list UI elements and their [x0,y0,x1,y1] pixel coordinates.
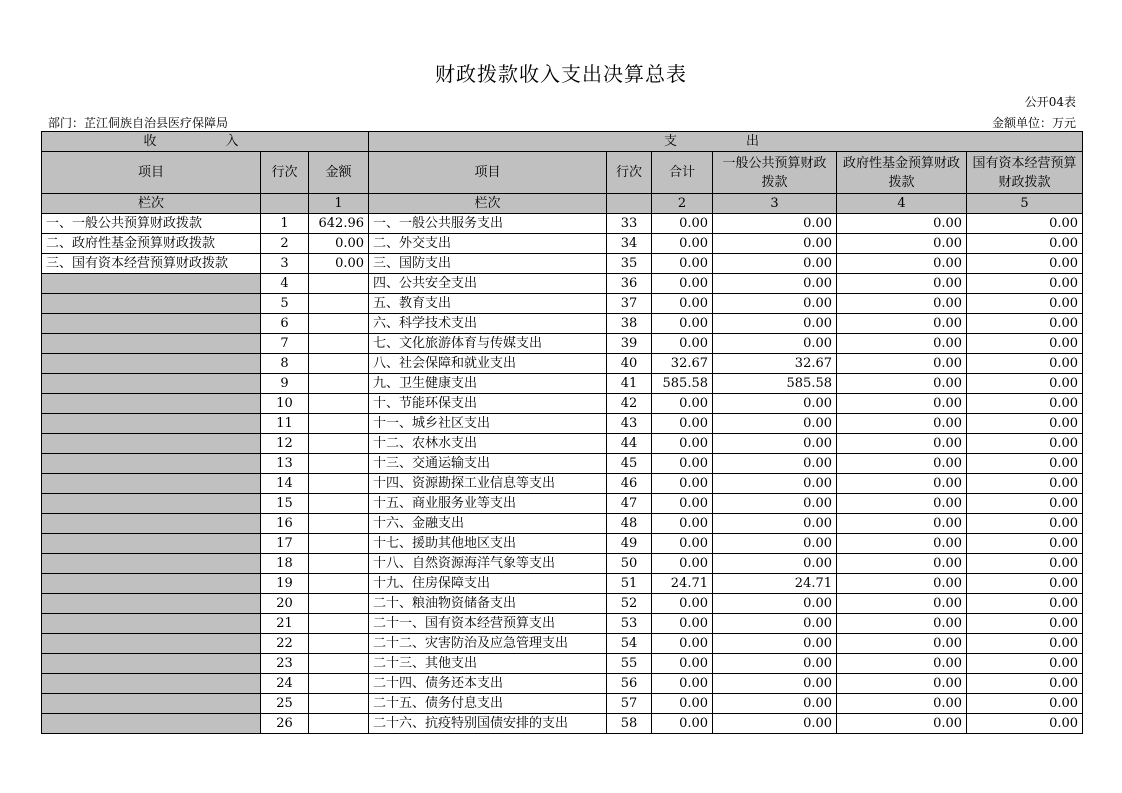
general-budget-cell: 0.00 [713,214,837,234]
total-cell: 24.71 [652,574,713,594]
general-budget-cell: 0.00 [713,494,837,514]
general-budget-cell: 0.00 [713,674,837,694]
total-cell: 0.00 [652,634,713,654]
expense-row-no-cell: 40 [607,354,652,374]
income-amount-cell [309,594,369,614]
income-item-cell: 三、国有资本经营预算财政拨款 [42,254,261,274]
gov-fund-cell: 0.00 [837,254,967,274]
income-item-cell [42,514,261,534]
gov-fund-cell: 0.00 [837,454,967,474]
table-row [42,694,1083,714]
expense-item-cell: 十四、资源勘探工业信息等支出 [369,474,607,494]
gov-fund-cell: 0.00 [837,714,967,734]
total-cell: 0.00 [652,414,713,434]
income-item-cell [42,374,261,394]
expense-row-no-cell: 39 [607,334,652,354]
expense-row-no-cell: 45 [607,454,652,474]
col-index-1: 1 [309,194,369,214]
gov-fund-cell: 0.00 [837,394,967,414]
gov-fund-cell: 0.00 [837,294,967,314]
income-row-no-cell: 10 [261,394,309,414]
expense-item-cell: 十六、金融支出 [369,514,607,534]
income-item-cell [42,354,261,374]
table-row [42,294,1083,314]
general-budget-cell: 0.00 [713,414,837,434]
general-budget-cell: 0.00 [713,394,837,414]
gov-fund-cell: 0.00 [837,534,967,554]
total-cell: 0.00 [652,554,713,574]
general-budget-cell: 0.00 [713,534,837,554]
income-amount-cell [309,694,369,714]
col-index-label-expense: 栏次 [369,194,607,214]
expense-row-no-cell: 54 [607,634,652,654]
table-row [42,534,1083,554]
expense-row-no-cell: 38 [607,314,652,334]
state-capital-cell: 0.00 [967,534,1083,554]
table-row [42,374,1083,394]
state-capital-cell: 0.00 [967,254,1083,274]
total-cell: 0.00 [652,314,713,334]
general-budget-cell: 0.00 [713,474,837,494]
income-row-no-cell: 16 [261,514,309,534]
total-cell: 0.00 [652,434,713,454]
total-cell: 0.00 [652,514,713,534]
income-item-cell [42,494,261,514]
income-row-no-cell: 25 [261,694,309,714]
expense-item-cell: 二十二、灾害防治及应急管理支出 [369,634,607,654]
state-capital-cell: 0.00 [967,494,1083,514]
general-budget-cell: 0.00 [713,714,837,734]
state-capital-cell: 0.00 [967,454,1083,474]
income-amount-cell [309,474,369,494]
table-row [42,714,1083,734]
expense-item-cell: 九、卫生健康支出 [369,374,607,394]
gov-fund-cell: 0.00 [837,494,967,514]
gov-fund-cell: 0.00 [837,374,967,394]
income-item-cell [42,554,261,574]
expense-row-no-cell: 46 [607,474,652,494]
table-row [42,434,1083,454]
expense-item-cell: 三、国防支出 [369,254,607,274]
income-amount-cell [309,314,369,334]
expense-item-cell: 二、外交支出 [369,234,607,254]
general-budget-cell: 0.00 [713,454,837,474]
expense-item-cell: 二十一、国有资本经营预算支出 [369,614,607,634]
column-index-row [42,194,1083,214]
total-cell: 0.00 [652,694,713,714]
income-amount-cell [309,574,369,594]
income-amount-cell [309,454,369,474]
income-item-cell [42,714,261,734]
state-capital-cell: 0.00 [967,354,1083,374]
expense-item-cell: 一、一般公共服务支出 [369,214,607,234]
state-capital-cell: 0.00 [967,314,1083,334]
expense-item-cell: 二十三、其他支出 [369,654,607,674]
col-index-blank-expense [607,194,652,214]
income-amount-cell [309,414,369,434]
col-header-general-budget: 一般公共预算财政拨款 [713,152,837,194]
total-cell: 32.67 [652,354,713,374]
col-header-expense-row-no: 行次 [607,152,652,194]
state-capital-cell: 0.00 [967,614,1083,634]
general-budget-cell: 0.00 [713,234,837,254]
table-row [42,274,1083,294]
general-budget-cell: 0.00 [713,254,837,274]
col-index-blank [261,194,309,214]
income-amount-cell [309,274,369,294]
col-header-state-capital-budget: 国有资本经营预算财政拨款 [967,152,1083,194]
income-section-header: 收 入 [42,132,369,152]
page-title: 财政拨款收入支出决算总表 [435,62,687,86]
total-cell: 0.00 [652,234,713,254]
gov-fund-cell: 0.00 [837,514,967,534]
table-row [42,474,1083,494]
income-amount-cell [309,674,369,694]
income-row-no-cell: 6 [261,314,309,334]
income-item-cell [42,414,261,434]
income-row-no-cell: 12 [261,434,309,454]
expense-row-no-cell: 47 [607,494,652,514]
expense-row-no-cell: 37 [607,294,652,314]
general-budget-cell: 0.00 [713,514,837,534]
income-row-no-cell: 14 [261,474,309,494]
state-capital-cell: 0.00 [967,434,1083,454]
expense-item-cell: 十九、住房保障支出 [369,574,607,594]
gov-fund-cell: 0.00 [837,234,967,254]
total-cell: 0.00 [652,214,713,234]
state-capital-cell: 0.00 [967,694,1083,714]
income-item-cell [42,614,261,634]
income-item-cell [42,694,261,714]
total-cell: 0.00 [652,454,713,474]
income-amount-cell [309,534,369,554]
expense-item-cell: 十、节能环保支出 [369,394,607,414]
expense-item-cell: 十八、自然资源海洋气象等支出 [369,554,607,574]
general-budget-cell: 0.00 [713,334,837,354]
total-cell: 0.00 [652,294,713,314]
income-row-no-cell: 15 [261,494,309,514]
total-cell: 0.00 [652,394,713,414]
income-amount-cell [309,494,369,514]
income-row-no-cell: 19 [261,574,309,594]
general-budget-cell: 0.00 [713,614,837,634]
expense-item-cell: 四、公共安全支出 [369,274,607,294]
total-cell: 585.58 [652,374,713,394]
state-capital-cell: 0.00 [967,394,1083,414]
income-row-no-cell: 3 [261,254,309,274]
expense-row-no-cell: 48 [607,514,652,534]
table-row [42,334,1083,354]
expense-item-cell: 六、科学技术支出 [369,314,607,334]
state-capital-cell: 0.00 [967,374,1083,394]
gov-fund-cell: 0.00 [837,614,967,634]
income-item-cell [42,334,261,354]
col-index-2: 2 [652,194,713,214]
gov-fund-cell: 0.00 [837,214,967,234]
expense-row-no-cell: 53 [607,614,652,634]
income-amount-cell [309,374,369,394]
gov-fund-cell: 0.00 [837,594,967,614]
table-row [42,454,1083,474]
expense-item-cell: 二十四、债务还本支出 [369,674,607,694]
expense-row-no-cell: 34 [607,234,652,254]
expense-item-cell: 十七、援助其他地区支出 [369,534,607,554]
state-capital-cell: 0.00 [967,654,1083,674]
col-header-gov-fund-budget: 政府性基金预算财政拨款 [837,152,967,194]
table-row [42,594,1083,614]
table-row [42,254,1083,274]
expense-item-cell: 十五、商业服务业等支出 [369,494,607,514]
total-cell: 0.00 [652,674,713,694]
col-index-3: 3 [713,194,837,214]
total-cell: 0.00 [652,254,713,274]
income-amount-cell: 0.00 [309,254,369,274]
state-capital-cell: 0.00 [967,294,1083,314]
income-amount-cell [309,354,369,374]
income-item-cell [42,314,261,334]
general-budget-cell: 32.67 [713,354,837,374]
form-number: 公开04表 [1024,95,1076,109]
income-amount-cell: 642.96 [309,214,369,234]
total-cell: 0.00 [652,534,713,554]
gov-fund-cell: 0.00 [837,654,967,674]
income-item-cell: 一、一般公共预算财政拨款 [42,214,261,234]
income-item-cell [42,434,261,454]
income-row-no-cell: 21 [261,614,309,634]
income-amount-cell [309,514,369,534]
state-capital-cell: 0.00 [967,574,1083,594]
state-capital-cell: 0.00 [967,234,1083,254]
expense-row-no-cell: 58 [607,714,652,734]
state-capital-cell: 0.00 [967,214,1083,234]
income-item-cell [42,654,261,674]
total-cell: 0.00 [652,714,713,734]
general-budget-cell: 0.00 [713,314,837,334]
col-index-4: 4 [837,194,967,214]
column-header-row [42,152,1083,194]
income-row-no-cell: 23 [261,654,309,674]
state-capital-cell: 0.00 [967,334,1083,354]
income-row-no-cell: 1 [261,214,309,234]
table-row [42,614,1083,634]
general-budget-cell: 0.00 [713,594,837,614]
expense-row-no-cell: 43 [607,414,652,434]
income-item-cell [42,534,261,554]
total-cell: 0.00 [652,494,713,514]
income-row-no-cell: 20 [261,594,309,614]
col-header-expense-item: 项目 [369,152,607,194]
income-amount-cell [309,654,369,674]
state-capital-cell: 0.00 [967,514,1083,534]
col-header-income-item: 项目 [42,152,261,194]
income-amount-cell [309,634,369,654]
col-header-income-amount: 金额 [309,152,369,194]
total-cell: 0.00 [652,614,713,634]
income-amount-cell [309,714,369,734]
col-index-5: 5 [967,194,1083,214]
income-row-no-cell: 8 [261,354,309,374]
gov-fund-cell: 0.00 [837,574,967,594]
department-label: 部门：芷江侗族自治县医疗保障局 [48,116,229,130]
state-capital-cell: 0.00 [967,554,1083,574]
income-amount-cell: 0.00 [309,234,369,254]
expense-row-no-cell: 56 [607,674,652,694]
total-cell: 0.00 [652,334,713,354]
income-item-cell [42,394,261,414]
expense-row-no-cell: 33 [607,214,652,234]
table-row [42,414,1083,434]
expense-row-no-cell: 51 [607,574,652,594]
total-cell: 0.00 [652,474,713,494]
general-budget-cell: 0.00 [713,554,837,574]
total-cell: 0.00 [652,654,713,674]
gov-fund-cell: 0.00 [837,414,967,434]
expense-item-cell: 二十六、抗疫特别国债安排的支出 [369,714,607,734]
table-row [42,634,1083,654]
gov-fund-cell: 0.00 [837,554,967,574]
income-amount-cell [309,394,369,414]
income-row-no-cell: 7 [261,334,309,354]
general-budget-cell: 0.00 [713,274,837,294]
gov-fund-cell: 0.00 [837,674,967,694]
general-budget-cell: 0.00 [713,694,837,714]
income-amount-cell [309,334,369,354]
table-row [42,214,1083,234]
income-item-cell [42,674,261,694]
income-item-cell [42,574,261,594]
income-amount-cell [309,294,369,314]
table-row [42,234,1083,254]
state-capital-cell: 0.00 [967,594,1083,614]
expense-item-cell: 八、社会保障和就业支出 [369,354,607,374]
income-item-cell [42,454,261,474]
income-row-no-cell: 4 [261,274,309,294]
expense-row-no-cell: 49 [607,534,652,554]
expense-row-no-cell: 35 [607,254,652,274]
gov-fund-cell: 0.00 [837,694,967,714]
income-amount-cell [309,434,369,454]
expense-row-no-cell: 55 [607,654,652,674]
expense-row-no-cell: 44 [607,434,652,454]
expense-item-cell: 十二、农林水支出 [369,434,607,454]
general-budget-cell: 0.00 [713,434,837,454]
expense-row-no-cell: 57 [607,694,652,714]
expense-item-cell: 十三、交通运输支出 [369,454,607,474]
income-row-no-cell: 17 [261,534,309,554]
state-capital-cell: 0.00 [967,714,1083,734]
income-amount-cell [309,554,369,574]
expense-row-no-cell: 52 [607,594,652,614]
table-row [42,554,1083,574]
gov-fund-cell: 0.00 [837,474,967,494]
table-row [42,514,1083,534]
expense-row-no-cell: 36 [607,274,652,294]
income-item-cell [42,274,261,294]
gov-fund-cell: 0.00 [837,434,967,454]
state-capital-cell: 0.00 [967,634,1083,654]
general-budget-cell: 24.71 [713,574,837,594]
table-row [42,394,1083,414]
table-row [42,314,1083,334]
state-capital-cell: 0.00 [967,674,1083,694]
income-row-no-cell: 13 [261,454,309,474]
general-budget-cell: 0.00 [713,294,837,314]
expense-row-no-cell: 41 [607,374,652,394]
gov-fund-cell: 0.00 [837,634,967,654]
income-row-no-cell: 26 [261,714,309,734]
col-header-total: 合计 [652,152,713,194]
expense-row-no-cell: 42 [607,394,652,414]
income-row-no-cell: 24 [261,674,309,694]
income-row-no-cell: 9 [261,374,309,394]
fiscal-summary-table [41,131,1083,734]
income-item-cell [42,474,261,494]
income-amount-cell [309,614,369,634]
state-capital-cell: 0.00 [967,474,1083,494]
table-row [42,494,1083,514]
income-item-cell [42,634,261,654]
income-row-no-cell: 5 [261,294,309,314]
table-row [42,354,1083,374]
income-row-no-cell: 11 [261,414,309,434]
section-header-row [42,132,1083,152]
amount-unit-label: 金额单位：万元 [991,116,1076,130]
general-budget-cell: 0.00 [713,654,837,674]
expense-item-cell: 二十五、债务付息支出 [369,694,607,714]
expense-section-header: 支 出 [369,132,1083,152]
total-cell: 0.00 [652,594,713,614]
gov-fund-cell: 0.00 [837,334,967,354]
income-item-cell: 二、政府性基金预算财政拨款 [42,234,261,254]
income-row-no-cell: 2 [261,234,309,254]
state-capital-cell: 0.00 [967,414,1083,434]
income-row-no-cell: 22 [261,634,309,654]
col-header-income-row-no: 行次 [261,152,309,194]
income-item-cell [42,294,261,314]
total-cell: 0.00 [652,274,713,294]
general-budget-cell: 0.00 [713,634,837,654]
table-row [42,654,1083,674]
table-row [42,674,1083,694]
expense-item-cell: 七、文化旅游体育与传媒支出 [369,334,607,354]
income-item-cell [42,594,261,614]
gov-fund-cell: 0.00 [837,274,967,294]
general-budget-cell: 585.58 [713,374,837,394]
expense-row-no-cell: 50 [607,554,652,574]
expense-item-cell: 五、教育支出 [369,294,607,314]
expense-item-cell: 二十、粮油物资储备支出 [369,594,607,614]
state-capital-cell: 0.00 [967,274,1083,294]
income-row-no-cell: 18 [261,554,309,574]
expense-item-cell: 十一、城乡社区支出 [369,414,607,434]
gov-fund-cell: 0.00 [837,354,967,374]
gov-fund-cell: 0.00 [837,314,967,334]
table-row [42,574,1083,594]
col-index-label: 栏次 [42,194,261,214]
